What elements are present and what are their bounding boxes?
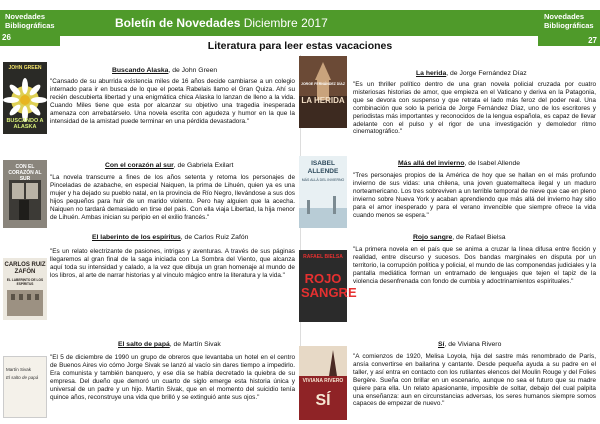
cover-author-text: VIVIANA RIVERO	[302, 378, 344, 384]
book-heading	[398, 160, 520, 167]
book-cover-la-herida	[299, 56, 347, 128]
book-title: Rojo sangre	[413, 234, 453, 241]
right-tab-label-line2: Bibliográficas	[544, 20, 594, 30]
cover-author-text: CARLOS RUIZ ZAFÓN	[4, 262, 46, 275]
book-description: "Tres personajes propios de la América de hoy que se hallan en el más profundo invierno de sus vidas: una chilena, una joven guatemalteca ilegal y un maduro norteamericano. Los tres sobreviven a un terrible temporal de nieve que cae en pleno invierno sobre Nueva York y acaban aprendiendo que más allá del invierno hay sitio para el amor inesperado y para el verano invencible que siempre ofrece la vida cuando menos se espera."	[353, 172, 596, 219]
book-title: Con el corazón al sur	[105, 162, 174, 169]
book-connector: , de	[446, 70, 460, 77]
book-connector: , de	[173, 162, 187, 169]
bulletin-title-date: Diciembre 2017	[243, 16, 328, 30]
book-cover-rojo-sangre	[299, 250, 357, 322]
book-heading	[416, 70, 527, 77]
book-cover-el-laberinto	[3, 258, 47, 320]
cover-title-text: SÍ	[315, 392, 331, 409]
cover-title-text: BUSCANDO A ALASKA	[6, 118, 44, 130]
cover-title-text: ROJO SANGRE	[301, 271, 357, 300]
left-tab-label	[5, 13, 55, 30]
book-cover-el-salto-de-papa	[3, 356, 47, 418]
book-cover-si	[299, 346, 347, 420]
left-tab-label-line1: Novedades	[5, 12, 46, 21]
book-heading	[105, 162, 233, 169]
left-tab-label-line2: Bibliográficas	[5, 20, 55, 30]
left-page-number: 26	[2, 33, 11, 42]
book-heading	[438, 341, 501, 348]
book-description: "A comienzos de 1920, Melisa Loyola, hija del sastre más renombrado de París, ansía convertirse en bailarina y cantante. Desde pequeña ayuda a su padre en el taller, y así entra en contacto con los rutilantes elencos del Moulin Rouge y del Folies Bergère. Sueña con brillar en un escenario, aunque no sea el futuro que su madre quiere para ella. Un relato apasionante, imposible de soltar, debajo del cual palpita una enseñanza: aun en circunstancias adversas, los seres humanos siempre somos capaces de empezar de nuevo."	[353, 353, 596, 408]
book-connector: , de	[169, 341, 183, 348]
cover-title-text: EL LABERINTO DE LOS ESPÍRITUS	[6, 278, 44, 286]
book-author: John Green	[181, 67, 218, 74]
book-description: "La primera novela en el país que se anima a cruzar la línea difusa entre ficción y realidad, entre discurso y sucesos. Dos bandas marginales en disputa por un territorio, la corrupción política y policial, el mundo de las componendas judiciales y la pantalla mediática forman un entramado de lenguajes que tejen el tapiz de la violencia desenfrenada con fondo de cumbia y adoctrinamientos espirituales."	[353, 246, 596, 285]
cover-title-text: MÁS ALLÁ DEL INVIERNO	[301, 178, 345, 182]
book-author: Gabriela Exilart	[186, 162, 234, 169]
book-author: Isabel Allende	[477, 160, 521, 167]
book-title: El salto de papá	[118, 341, 170, 348]
bulletin-title-main: Boletín de Novedades	[115, 16, 241, 30]
cover-author-text: Martín Sivak	[6, 367, 32, 372]
bulletin-title	[115, 16, 328, 30]
cover-title-text: CON EL CORAZÓN AL SUR	[8, 164, 42, 182]
book-connector: , de	[180, 234, 194, 241]
book-connector: , de	[464, 160, 478, 167]
right-tab-label	[544, 13, 594, 30]
book-author: Jorge Fernández Díaz	[459, 70, 527, 77]
book-title: La herida	[416, 70, 447, 77]
book-connector: , de	[168, 67, 182, 74]
book-description: "La novela transcurre a fines de los años setenta y retoma los personajes de Pinceladas de azabache, en especial Naiquen, la prima de Lihuén, quien ya es una mujer y ha dejado su pueblo natal, en la provincia de Río Negro, llevándose a sus dos hijos pequeños para huir de un marido violento. Pero hay alguien que la acecha. Naiquen no tardará demasiado en tirse del país. Con ella viaja Libertad, la hija menor de Lihuén. Ambas inician su peripio en el exilio francés."	[50, 174, 295, 221]
book-description: "El 5 de diciembre de 1990 un grupo de obreros que levantaba un hotel en el centro de Buenos Aires vio cómo Jorge Sivak se lanzó al vacío sin dares tiempo a impedirlo. Era comunista y también banquero, y ese día se había decretado la quiebra de su empresa. Del dueño que demoró un cuarto de siglo emerge esta historia única y universal de un padre y un hijo. Martín Sivak, que en el momento del suicidio tenía quince años, reconstruye una vida que brilló y se extinguió ante sus ojos."	[50, 354, 295, 401]
book-cover-mas-alla-del-invierno	[299, 156, 347, 228]
book-author: Rafael Bielsa	[465, 234, 506, 241]
cathedral-illustration	[299, 56, 347, 128]
right-tab-label-line1: Novedades	[544, 12, 585, 21]
book-title: Buscando Alaska	[112, 67, 169, 74]
book-description: "Cansado de su aburrida existencia miles de 16 años decide cambiarse a un colegio internado para ir en busca de lo que el poeta Rabelais llamo el Gran Quiza. Ahí su recién descubierta libertad y una enigmática chica Alaska lo lanzan de lleno a la vida. Cuando Miles tiene que esta por alcanzar su objetivo una tragedia inesperada amenaza con arrebatárselo. Una novela escrita con agudeza y humor en la que la intensidad de la amistad puede terminar en una pérdida devastadora."	[50, 78, 295, 125]
cover-author-text: JORGE FERNÁNDEZ DÍAZ	[301, 82, 345, 86]
right-page-number: 27	[588, 36, 597, 45]
book-connector: , de	[452, 234, 466, 241]
book-author: Carlos Ruiz Zafón	[194, 234, 249, 241]
book-heading	[112, 67, 217, 74]
cover-author-text: ISABEL ALLENDE	[307, 160, 339, 175]
book-cover-con-el-corazon-al-sur	[3, 160, 47, 228]
cover-title-text: El salto de papá	[6, 375, 39, 380]
book-title: Sí	[438, 341, 445, 348]
book-title: Más allá del invierno	[398, 160, 465, 167]
cover-author-text: JOHN GREEN	[8, 65, 42, 71]
book-title: El laberinto de los espíritus	[92, 234, 181, 241]
book-heading	[92, 234, 248, 241]
book-description: "Es un thriller político dentro de una gran novela policial cruzada por cuatro misteriosas historias de amor, que empieza en el Vaticano y deriva en la Patagonia, que se devora con suspenso y que retrata el lado más feroz del poder real. Una combinación que solo la pericia de Jorge Fernández Díaz, uno de los escritores y periodistas más importantes y reconocidos de la lengua española, es capaz de llevar adelante con el pulso y el rigor de una investigación y demoledor ritmo cinematográfico."	[353, 81, 596, 136]
book-description: "Es un relato electrizante de pasiones, intrigas y aventuras. A través de sus páginas llegaremos al gran final de la saga iniciada con La Sombra del Viento, que alcanza aquí toda su intensidad y calado, a la vez que dibuja un gran homenaje al mundo de los libros, al arte de narrar historias y al vínculo mágico entre la literatura y la vida."	[50, 248, 295, 279]
cover-title-text: LA HERIDA	[301, 96, 345, 105]
cover-author-text: RAFAEL BIELSA	[303, 254, 343, 260]
book-heading	[413, 234, 506, 241]
book-heading	[118, 341, 221, 348]
header-band	[60, 10, 538, 36]
section-title: Literatura para leer estas vacaciones	[207, 40, 393, 52]
book-cover-buscando-alaska	[3, 62, 47, 134]
book-author: Viviana Rivero	[457, 341, 502, 348]
book-connector: , de	[444, 341, 458, 348]
book-author: Martín Sivak	[182, 341, 221, 348]
